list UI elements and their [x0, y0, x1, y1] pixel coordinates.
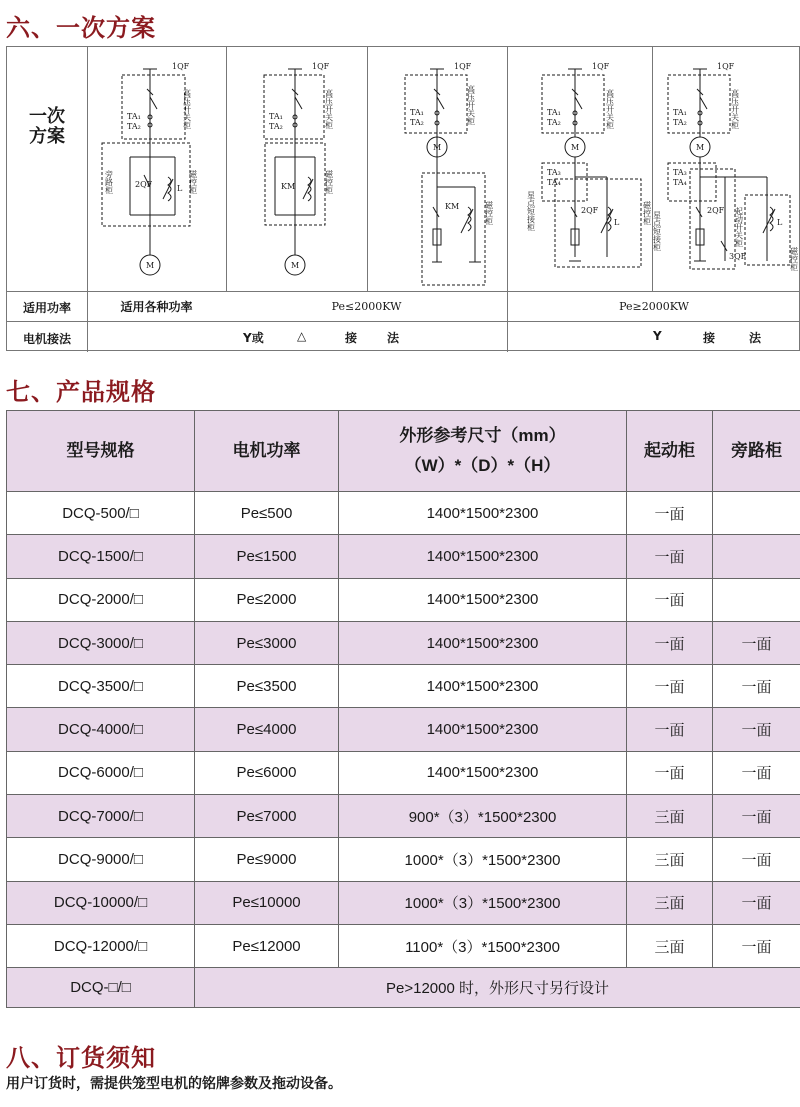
cell-power: Pe≤6000: [195, 751, 339, 794]
wiring-right-2: 接: [703, 331, 716, 345]
cell-dim: 1100*（3）*1500*2300: [339, 924, 627, 967]
cell-bypass: 一面: [713, 751, 800, 794]
cell-model: DCQ-9000/□: [7, 838, 195, 881]
cell-model: DCQ-3500/□: [7, 665, 195, 708]
header-power: 电机功率: [195, 411, 339, 492]
d4-ta3-label: TA₃: [547, 168, 561, 177]
wiring-left-4: 法: [387, 331, 400, 345]
table-row: [7, 708, 800, 751]
d1-l-label: L: [177, 184, 183, 193]
table-row: [7, 751, 800, 794]
cell-power: Pe≤2000: [195, 578, 339, 621]
cell-dim: 1400*1500*2300: [339, 751, 627, 794]
d3-mag-label: 磁控柜: [484, 201, 494, 225]
wiring-right-1: Y: [653, 329, 662, 343]
d3-motor-label: M: [433, 143, 442, 152]
wiring-left-3: 接: [345, 331, 358, 345]
cell-bypass: 一面: [713, 621, 800, 664]
cell-dim: 1400*1500*2300: [339, 708, 627, 751]
power-all: 适用各种功率: [120, 300, 193, 314]
cell-start: 三面: [627, 795, 713, 838]
cell-dim: 1400*1500*2300: [339, 535, 627, 578]
d2-motor-label: M: [291, 261, 300, 270]
cell-start: 三面: [627, 881, 713, 924]
section-title-product-spec: 七、产品规格: [6, 378, 156, 406]
cell-bypass: 一面: [713, 795, 800, 838]
cell-bypass: 一面: [713, 665, 800, 708]
d4-hv-label: 高压开关柜: [605, 89, 615, 129]
d1-1qf-label: 1QF: [172, 62, 190, 71]
cell-model: DCQ-4000/□: [7, 708, 195, 751]
d1-mag-label: 磁控柜: [188, 170, 198, 194]
cell-model: DCQ-1500/□: [7, 535, 195, 578]
d4-motor-label: M: [571, 143, 580, 152]
cell-start: 三面: [627, 838, 713, 881]
d4-ta4-label: TA₄: [547, 178, 561, 187]
diagram-1: [102, 62, 198, 275]
d2-ta1-label: TA₁: [269, 112, 283, 121]
cell-power: Pe≤1500: [195, 535, 339, 578]
primary-scheme-panel: [6, 46, 800, 351]
d2-mag-label: 磁控柜: [324, 170, 334, 194]
cell-power: Pe≤500: [195, 492, 339, 535]
table-row: [7, 492, 800, 535]
cell-bypass: [713, 492, 800, 535]
d3-ta1-label: TA₁: [410, 108, 424, 117]
d5-ta3-label: TA₃: [673, 168, 687, 177]
power-row-label: 适用功率: [22, 301, 71, 315]
cell-model: DCQ-6000/□: [7, 751, 195, 794]
d1-hv-label: 高压开关柜: [182, 89, 192, 129]
cell-dim: 1400*1500*2300: [339, 492, 627, 535]
cell-start: 一面: [627, 665, 713, 708]
header-start-cabinet: 起动柜: [627, 411, 713, 492]
diagram-5: [652, 62, 799, 271]
header-dim-line1: 外形参考尺寸（mm）: [399, 426, 566, 445]
d4-ta2-label: TA₂: [547, 118, 561, 127]
cell-model: DCQ-500/□: [7, 492, 195, 535]
scheme-title: 一次方案: [29, 106, 65, 147]
table-row: [7, 665, 800, 708]
cell-bypass: 一面: [713, 838, 800, 881]
d1-motor-label: M: [146, 261, 155, 270]
table-note-row: [7, 968, 800, 1008]
cell-dim: 1000*（3）*1500*2300: [339, 838, 627, 881]
header-dim-line2: （W）*（D）*（H）: [404, 456, 561, 475]
d5-hv-label: 高压开关柜: [730, 89, 740, 129]
table-row: [7, 838, 800, 881]
cell-bypass: [713, 535, 800, 578]
cell-start: 一面: [627, 492, 713, 535]
section-title-ordering: 八、订货须知: [6, 1044, 156, 1072]
d2-ta2-label: TA₂: [269, 122, 283, 131]
cell-power: Pe≤3500: [195, 665, 339, 708]
header-dimensions: [339, 411, 627, 492]
diagram-4: [526, 62, 652, 267]
d4-2qf-label: 2QF: [581, 206, 599, 215]
cell-start: 三面: [627, 924, 713, 967]
d5-1qf-label: 1QF: [717, 62, 735, 71]
cell-model: DCQ-□/□: [7, 968, 195, 1008]
header-bypass-cabinet: 旁路柜: [713, 411, 800, 492]
cell-model: DCQ-10000/□: [7, 881, 195, 924]
cell-power: Pe≤10000: [195, 881, 339, 924]
d4-mag-label: 磁控柜: [642, 201, 652, 225]
d3-km-label: KM: [445, 202, 460, 211]
d4-ta1-label: TA₁: [547, 108, 561, 117]
diagram-2: [264, 62, 334, 275]
ordering-note: 用户订货时，需提供笼型电机的铭牌参数及拖动设备。: [6, 1076, 342, 1092]
wiring-right-3: 法: [749, 331, 762, 345]
cell-start: 一面: [627, 751, 713, 794]
d2-km-label: KM: [281, 182, 296, 191]
table-row: [7, 621, 800, 664]
section-title-primary-scheme: 六、一次方案: [6, 14, 156, 42]
table-row: [7, 535, 800, 578]
cell-start: 一面: [627, 578, 713, 621]
cell-model: DCQ-2000/□: [7, 578, 195, 621]
d1-ta1-label: TA₁: [127, 112, 141, 121]
d1-bypass-label: 旁路柜: [104, 170, 114, 194]
cell-power: Pe≤7000: [195, 795, 339, 838]
cell-power: Pe≤3000: [195, 621, 339, 664]
power-le-2000: Pe≤2000KW: [331, 300, 402, 313]
cell-power: Pe≤4000: [195, 708, 339, 751]
cell-model: DCQ-3000/□: [7, 621, 195, 664]
d3-hv-label: 高压开关柜: [466, 85, 476, 125]
cell-start: 一面: [627, 535, 713, 578]
diagram-3: [405, 62, 494, 285]
header-model: 型号规格: [7, 411, 195, 492]
cell-bypass: 一面: [713, 924, 800, 967]
cell-model: DCQ-12000/□: [7, 924, 195, 967]
spec-table: [6, 410, 800, 1008]
table-row: [7, 578, 800, 621]
d4-l-label: L: [614, 218, 620, 227]
d5-star-label: 星点短接柜: [652, 211, 662, 251]
d2-hv-label: 高压开关柜: [324, 89, 334, 129]
table-row: [7, 924, 800, 967]
cell-start: 一面: [627, 708, 713, 751]
d5-motor-label: M: [696, 143, 705, 152]
d1-ta2-label: TA₂: [127, 122, 141, 131]
table-row: [7, 795, 800, 838]
wiring-row-label: 电机接法: [22, 332, 71, 346]
cell-bypass: 一面: [713, 708, 800, 751]
wiring-left-2: △: [297, 329, 307, 343]
d5-2qf-label: 2QF: [707, 206, 725, 215]
d5-l-label: L: [777, 218, 783, 227]
d5-ta2-label: TA₂: [673, 118, 687, 127]
cell-note: Pe>12000 时，外形尺寸另行设计: [195, 968, 800, 1008]
d5-3qf-label: 3QF: [729, 252, 747, 261]
cell-power: Pe≤12000: [195, 924, 339, 967]
d5-mag-label: 磁控柜: [789, 247, 799, 271]
cell-dim: 1400*1500*2300: [339, 578, 627, 621]
d4-star-label: 星点短接柜: [526, 191, 536, 231]
table-row: [7, 881, 800, 924]
scheme-diagrams: [7, 47, 800, 291]
cell-bypass: 一面: [713, 881, 800, 924]
cell-dim: 1400*1500*2300: [339, 665, 627, 708]
wiring-left-1: Y或: [243, 331, 264, 345]
cell-model: DCQ-7000/□: [7, 795, 195, 838]
spec-header-row: [7, 411, 800, 492]
d4-1qf-label: 1QF: [592, 62, 610, 71]
cell-bypass: [713, 578, 800, 621]
cell-dim: 1000*（3）*1500*2300: [339, 881, 627, 924]
d5-start-label: 起动开关柜: [734, 207, 744, 247]
cell-dim: 900*（3）*1500*2300: [339, 795, 627, 838]
cell-start: 一面: [627, 621, 713, 664]
power-ge-2000: Pe≥2000KW: [619, 300, 689, 313]
d3-1qf-label: 1QF: [454, 62, 472, 71]
d2-1qf-label: 1QF: [312, 62, 330, 71]
d5-ta1-label: TA₁: [673, 108, 687, 117]
d3-ta2-label: TA₂: [410, 118, 424, 127]
cell-dim: 1400*1500*2300: [339, 621, 627, 664]
d5-ta4-label: TA₄: [673, 178, 687, 187]
cell-power: Pe≤9000: [195, 838, 339, 881]
d1-2qf-label: 2QF: [135, 180, 153, 189]
